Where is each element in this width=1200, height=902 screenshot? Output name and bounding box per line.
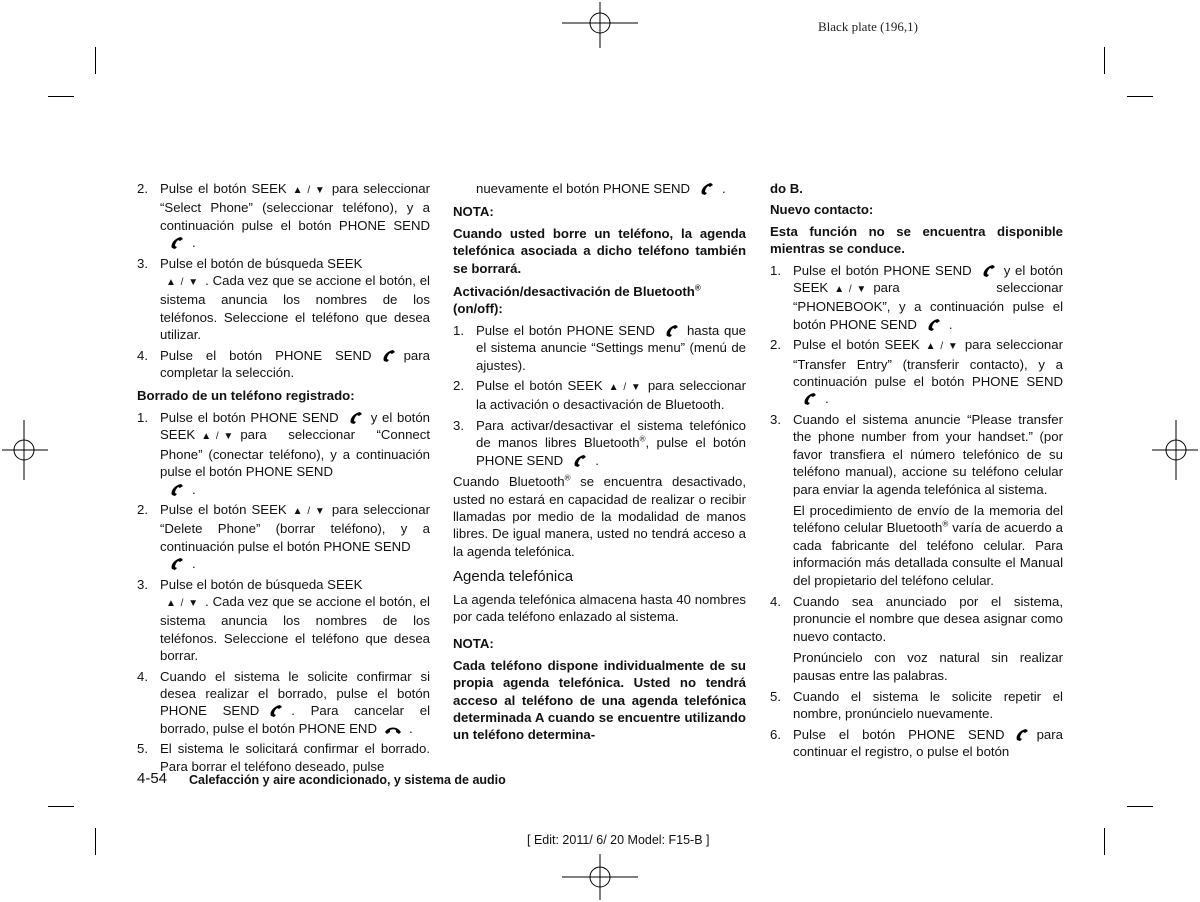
- section-footer-title: Calefacción y aire acondicionado, y sistema de audio: [189, 773, 506, 787]
- phone-send-icon: [378, 349, 398, 363]
- note-label: NOTA:: [453, 204, 494, 220]
- seek-arrows-icon: ▲ / ▼: [292, 505, 326, 517]
- list-item: 1. Pulse el botón PHONE SEND hasta que el sistema anuncie “Settings menu” (menú de ajustes).: [453, 322, 746, 373]
- phone-send-icon: [661, 324, 681, 338]
- seek-arrows-icon: ▲ / ▼: [925, 341, 959, 353]
- section-heading: Borrado de un teléfono registrado:: [137, 388, 355, 404]
- phone-send-icon: [799, 392, 819, 406]
- column-1: [137, 180, 430, 779]
- seek-arrows-icon: ▲ / ▼: [834, 284, 868, 296]
- crop-mark: [1104, 828, 1105, 855]
- phone-send-icon: [166, 557, 186, 571]
- paragraph: Pronúncielo con voz natural sin realizar pausas entre las palabras.: [793, 650, 1063, 683]
- phone-send-icon: [345, 411, 365, 425]
- seek-arrows-icon: ▲ / ▼: [292, 185, 326, 196]
- step-list: [137, 409, 430, 775]
- step-list: [770, 688, 1063, 761]
- registration-mark-top: [562, 2, 638, 48]
- list-item: 2. Pulse el botón SEEK ▲ / ▼ para seleccionar la activación o desactivación de Bluetooth.: [453, 378, 746, 413]
- note-text: Cada teléfono dispone individualmente de su propia agenda telefónica. Usted no tendrá acceso al teléfono de una agenda telefónica determinada A cuando se encuentre utilizando un teléfono determina-: [453, 657, 746, 743]
- paragraph: El procedimiento de envío de la memoria del teléfono celular Bluetooth® varía de acuerdo a cada fabricante del teléfono celular. Para información más detallada consulte el Manual del propietario del teléfono celular.: [793, 502, 1063, 588]
- phone-send-icon: [265, 704, 285, 718]
- list-item: 1. Pulse el botón PHONE SEND y el botón SEEK ▲ / ▼ para seleccionar “Connect Phone” (conectar teléfono), y a continuación pulse el botón PHONE SEND .: [137, 409, 430, 497]
- phone-send-icon: [923, 318, 943, 332]
- list-item: 1. Pulse el botón PHONE SEND y el botón SEEK ▲ / ▼ para seleccionar “PHONEBOOK”, y a continuación pulse el botón PHONE SEND .: [770, 262, 1063, 332]
- continued-text: nuevamente el botón PHONE SEND .: [476, 181, 726, 196]
- seek-arrows-icon: ▲ / ▼: [166, 277, 200, 289]
- paragraph: La agenda telefónica almacena hasta 40 nombres por cada teléfono enlazado al sistema.: [453, 591, 746, 624]
- seek-arrows-icon: ▲ / ▼: [608, 382, 642, 394]
- paragraph: Cuando Bluetooth® se encuentra desactivado, usted no estará en capacidad de realizar o recibir llamadas por medio de la modalidad de manos libres. De igual manera, usted no tendrá acceso a la agenda telefónica.: [453, 473, 746, 559]
- phone-send-icon: [569, 454, 589, 468]
- section-title: Agenda telefónica: [453, 568, 574, 586]
- list-item: 2. Pulse el botón SEEK ▲ / ▼ para seleccionar “Select Phone” (seleccionar teléfono), y a continuación pulse el botón PHONE SEND.: [137, 181, 430, 251]
- seek-arrows-icon: ▲ / ▼: [166, 597, 200, 609]
- step-list: [137, 180, 430, 381]
- edit-info: [ Edit: 2011/ 6/ 20 Model: F15-B ]: [527, 833, 710, 847]
- warning-text: Esta función no se encuentra disponible mientras se conduce.: [770, 223, 1063, 257]
- column-3: [770, 180, 1063, 765]
- note-label: NOTA:: [453, 636, 494, 652]
- list-item: 2. Pulse el botón SEEK ▲ / ▼ para seleccionar “Delete Phone” (borrar teléfono), y a continuación pulse el botón PHONE SEND .: [137, 501, 430, 572]
- registration-mark-bottom: [562, 854, 638, 900]
- list-item: 6. Pulse el botón PHONE SEND para continuar el registro, o pulse el botón: [770, 726, 1063, 760]
- list-item: 3. Pulse el botón de búsqueda SEEK ▲ / ▼ . Cada vez que se accione el botón, el sistema anuncia los nombres de los teléfonos. Seleccione el teléfono que desea borrar.: [137, 576, 430, 664]
- section-heading: Activación/desactivación de Bluetooth® (on/off):: [453, 283, 701, 317]
- plate-label: Black plate (196,1): [818, 19, 918, 34]
- list-item: 5. Cuando el sistema le solicite repetir el nombre, pronúncielo nuevamente.: [770, 688, 1063, 722]
- page-number: 4-54: [137, 770, 168, 787]
- column-2: [453, 180, 746, 748]
- phone-send-icon: [978, 264, 998, 278]
- phone-send-icon: [1011, 728, 1031, 742]
- step-list: [770, 262, 1063, 498]
- crop-mark: [1104, 47, 1105, 74]
- note-text: Cuando usted borre un teléfono, la agenda telefónica asociada a dicho teléfono también se borrará.: [453, 225, 746, 276]
- crop-mark: [95, 828, 96, 855]
- phone-end-icon: [383, 724, 403, 736]
- crop-mark: [1127, 806, 1153, 807]
- list-item: 3. Para activar/desactivar el sistema telefónico de manos libres Bluetooth®, pulse el botón PHONE SEND .: [453, 417, 746, 468]
- list-item: 3. Pulse el botón de búsqueda SEEK ▲ / ▼ . Cada vez que se accione el botón, el sistema anuncia los nombres de los teléfonos. Seleccione el teléfono que desea utilizar.: [137, 255, 430, 343]
- crop-mark: [48, 806, 74, 807]
- step-list: [770, 593, 1063, 645]
- phone-send-icon: [696, 182, 716, 196]
- list-item: 2. Pulse el botón SEEK ▲ / ▼ para seleccionar “Transfer Entry” (transferir contacto), y a continuación pulse el botón PHONE SEND.: [770, 337, 1063, 407]
- crop-mark: [95, 47, 96, 74]
- list-item: 3. Cuando el sistema anuncie “Please transfer the phone number from your handset.” (por favor transfiera el número telefónico de su teléfono manual), accione su teléfono celular para enviar la agenda telefónica al sistema.: [770, 411, 1063, 497]
- phone-send-icon: [166, 236, 186, 250]
- registration-mark-right: [1152, 420, 1198, 480]
- list-item: 5. El sistema le solicitará confirmar el borrado. Para borrar el teléfono deseado, pulse: [137, 741, 430, 774]
- phone-send-icon: [166, 483, 186, 497]
- continued-text: do B.: [770, 181, 803, 196]
- step-list: [453, 322, 746, 469]
- crop-mark: [48, 96, 74, 97]
- section-heading: Nuevo contacto:: [770, 202, 874, 218]
- list-item: 4. Cuando el sistema le solicite confirmar si desea realizar el borrado, pulse el botón PHONE SEND . Para cancelar el borrado, pulse el botón PHONE END .: [137, 668, 431, 736]
- list-item: 4. Pulse el botón PHONE SEND para completar la selección.: [137, 347, 430, 381]
- registration-mark-left: [2, 420, 48, 480]
- seek-arrows-icon: ▲ / ▼: [201, 431, 235, 443]
- crop-mark: [1127, 96, 1153, 97]
- list-item: 4. Cuando sea anunciado por el sistema, pronuncie el nombre que desea asignar como nuevo contacto.: [770, 593, 1063, 644]
